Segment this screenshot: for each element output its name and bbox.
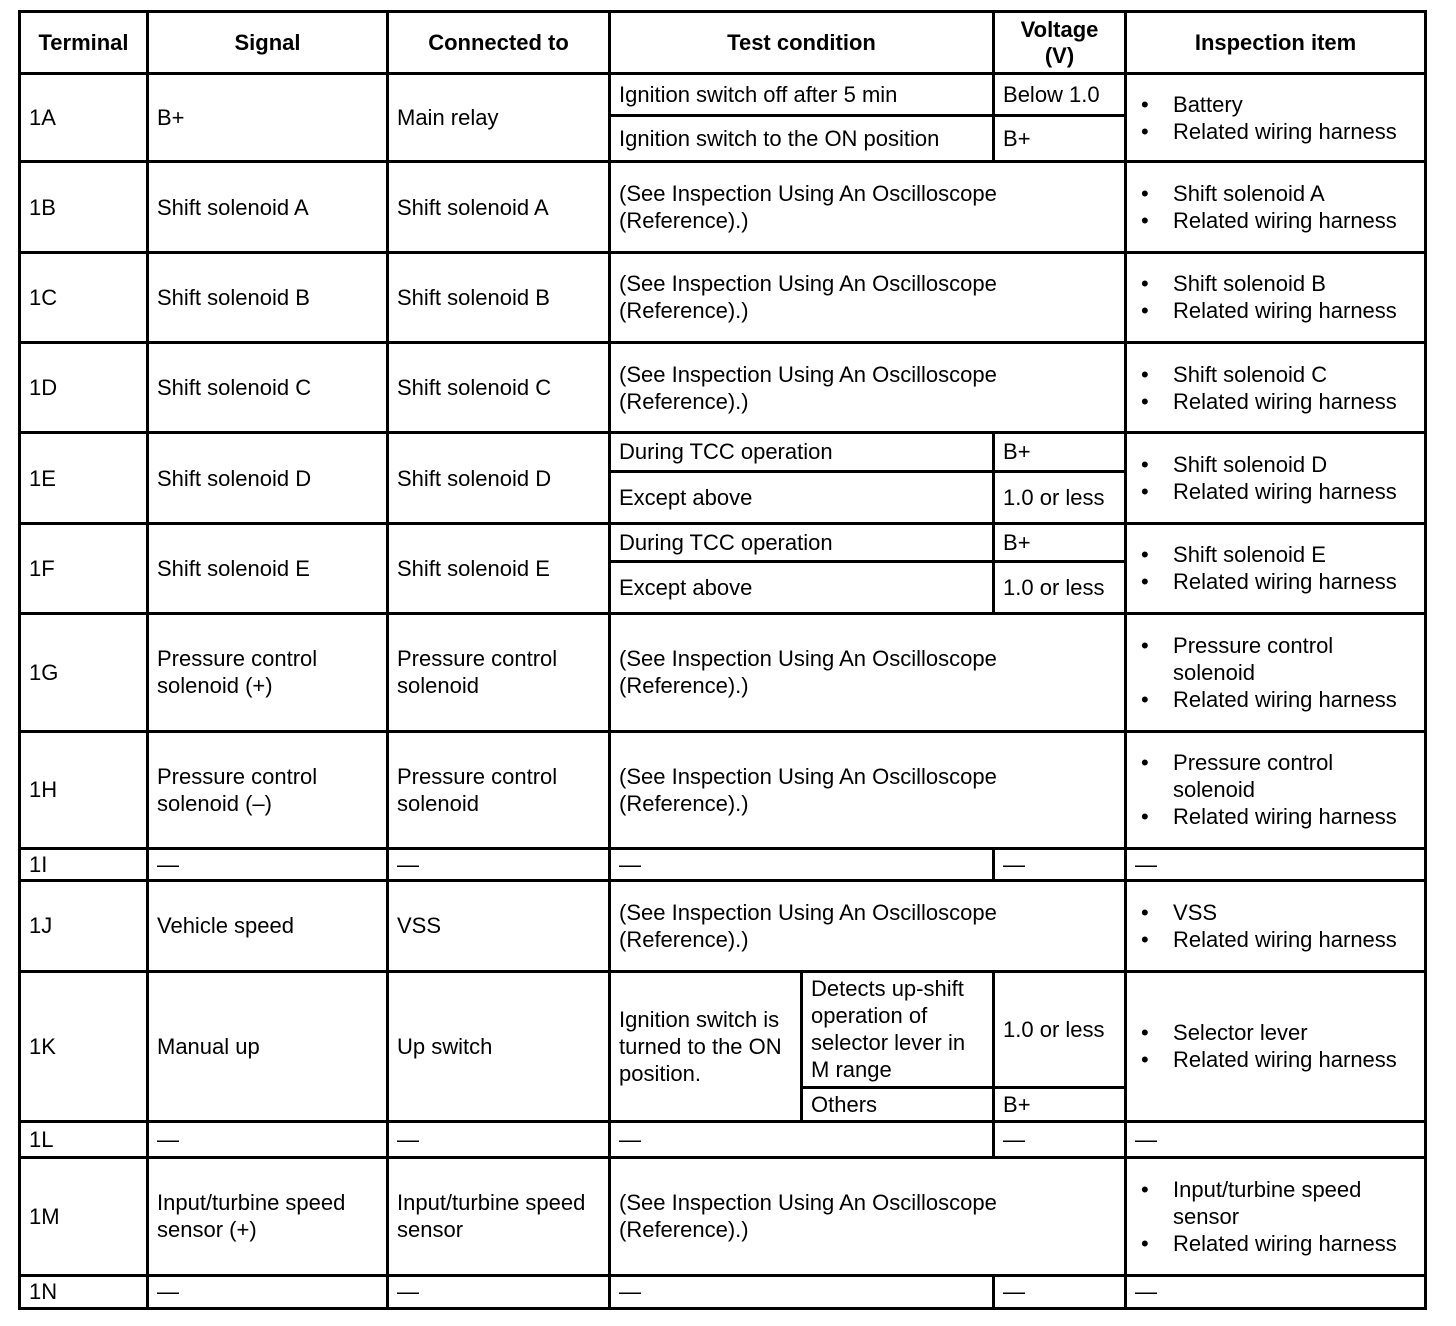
dash-cell: — [1126,1275,1426,1308]
list-item: • Related wiring harness [1135,207,1416,234]
signal-cell: Input/turbine speed sensor (+) [148,1158,388,1275]
list-item: • Shift solenoid C [1135,361,1416,388]
condition-cell: Detects up-shift operation of selector lever in M range [802,971,994,1087]
table-row [20,614,1426,731]
table-row [20,971,1426,1087]
inspection-list [1135,1019,1416,1073]
list-item: • Related wiring harness [1135,297,1416,324]
voltage-cell: B+ [994,116,1126,162]
dash-cell: — [994,849,1126,881]
terminal-cell: 1N [20,1275,148,1308]
signal-cell: B+ [148,74,388,162]
voltage-cell: 1.0 or less [994,971,1126,1087]
connected-to-cell: Input/turbine speed sensor [388,1158,610,1275]
list-item: • Input/turbine speed sensor [1135,1176,1416,1230]
table-row [20,849,1426,881]
header-connected-to: Connected to [388,12,610,74]
inspection-list [1135,632,1416,713]
list-item: • Related wiring harness [1135,478,1416,505]
reference-cell: (See Inspection Using An Oscilloscope (Reference).) [610,162,1126,252]
inspection-list [1135,91,1416,145]
connected-to-cell: Shift solenoid D [388,433,610,523]
dash-cell: — [610,1122,994,1158]
table-row [20,881,1426,971]
terminal-cell: 1D [20,343,148,433]
inspection-cell [1126,971,1426,1122]
list-item: • Related wiring harness [1135,1230,1416,1257]
reference-cell: (See Inspection Using An Oscilloscope (Reference).) [610,343,1126,433]
list-item: • Shift solenoid B [1135,270,1416,297]
reference-cell: (See Inspection Using An Oscilloscope (Reference).) [610,881,1126,971]
list-item: • Related wiring harness [1135,1046,1416,1073]
header-terminal: Terminal [20,12,148,74]
dash-cell: — [148,1122,388,1158]
dash-cell: — [148,1275,388,1308]
inspection-cell [1126,433,1426,523]
table-row [20,343,1426,433]
signal-cell: Pressure control solenoid (+) [148,614,388,731]
condition-cell: During TCC operation [610,523,994,561]
inspection-cell [1126,74,1426,162]
voltage-cell: B+ [994,433,1126,471]
terminal-cell: 1L [20,1122,148,1158]
terminal-cell: 1B [20,162,148,252]
reference-cell: (See Inspection Using An Oscilloscope (Reference).) [610,1158,1126,1275]
condition-cell: Others [802,1087,994,1121]
dash-cell: — [388,849,610,881]
table-row [20,252,1426,342]
inspection-cell [1126,614,1426,731]
dash-cell: — [388,1122,610,1158]
inspection-list [1135,270,1416,324]
reference-cell: (See Inspection Using An Oscilloscope (Reference).) [610,252,1126,342]
list-item: • Battery [1135,91,1416,118]
list-item: • Pressure control solenoid [1135,632,1416,686]
dash-cell: — [610,1275,994,1308]
list-item: • VSS [1135,899,1416,926]
list-item: • Pressure control solenoid [1135,749,1416,803]
list-item: • Related wiring harness [1135,388,1416,415]
inspection-list [1135,899,1416,953]
inspection-cell [1126,252,1426,342]
voltage-cell: 1.0 or less [994,561,1126,613]
table-row [20,1158,1426,1275]
terminal-cell: 1H [20,731,148,848]
inspection-cell [1126,1158,1426,1275]
condition-cell: Ignition switch off after 5 min [610,74,994,116]
signal-cell: Shift solenoid A [148,162,388,252]
terminal-cell: 1K [20,971,148,1122]
list-item: • Shift solenoid D [1135,451,1416,478]
header-inspection-item: Inspection item [1126,12,1426,74]
condition-cell: Except above [610,561,994,613]
inspection-list [1135,180,1416,234]
connected-to-cell: VSS [388,881,610,971]
condition-cell: Ignition switch to the ON position [610,116,994,162]
terminal-cell: 1M [20,1158,148,1275]
list-item: • Related wiring harness [1135,686,1416,713]
connected-to-cell: Shift solenoid C [388,343,610,433]
inspection-list [1135,749,1416,830]
signal-cell: Shift solenoid E [148,523,388,613]
list-item: • Related wiring harness [1135,926,1416,953]
dash-cell: — [994,1122,1126,1158]
inspection-cell [1126,523,1426,613]
inspection-cell [1126,881,1426,971]
table-row [20,433,1426,471]
terminal-cell: 1A [20,74,148,162]
reference-cell: (See Inspection Using An Oscilloscope (Reference).) [610,614,1126,731]
connected-to-cell: Shift solenoid B [388,252,610,342]
main-condition-cell: Ignition switch is turned to the ON position. [610,971,802,1122]
header-test-condition: Test condition [610,12,994,74]
terminal-cell: 1G [20,614,148,731]
reference-cell: (See Inspection Using An Oscilloscope (Reference).) [610,731,1126,848]
signal-cell: Shift solenoid B [148,252,388,342]
connected-to-cell: Pressure control solenoid [388,731,610,848]
header-row [20,12,1426,74]
list-item: • Related wiring harness [1135,118,1416,145]
voltage-cell: 1.0 or less [994,471,1126,523]
terminal-voltage-table [18,10,1427,1310]
list-item: • Shift solenoid E [1135,541,1416,568]
dash-cell: — [610,849,994,881]
voltage-cell: Below 1.0 [994,74,1126,116]
inspection-cell [1126,162,1426,252]
dash-cell: — [148,849,388,881]
list-item: • Related wiring harness [1135,803,1416,830]
signal-cell: Manual up [148,971,388,1122]
inspection-list [1135,1176,1416,1257]
header-voltage: Voltage (V) [994,12,1126,74]
table-row [20,1275,1426,1308]
condition-cell: During TCC operation [610,433,994,471]
connected-to-cell: Shift solenoid A [388,162,610,252]
table-row [20,162,1426,252]
signal-cell: Vehicle speed [148,881,388,971]
header-signal: Signal [148,12,388,74]
list-item: • Shift solenoid A [1135,180,1416,207]
table-row [20,731,1426,848]
connected-to-cell: Main relay [388,74,610,162]
table-row [20,74,1426,116]
dash-cell: — [1126,1122,1426,1158]
inspection-cell [1126,731,1426,848]
dash-cell: — [994,1275,1126,1308]
terminal-cell: 1C [20,252,148,342]
inspection-cell [1126,343,1426,433]
connected-to-cell: Up switch [388,971,610,1122]
signal-cell: Shift solenoid D [148,433,388,523]
terminal-cell: 1E [20,433,148,523]
signal-cell: Shift solenoid C [148,343,388,433]
condition-cell: Except above [610,471,994,523]
table-row [20,523,1426,561]
voltage-cell: B+ [994,523,1126,561]
signal-cell: Pressure control solenoid (–) [148,731,388,848]
inspection-list [1135,541,1416,595]
table-row [20,1122,1426,1158]
connected-to-cell: Pressure control solenoid [388,614,610,731]
connected-to-cell: Shift solenoid E [388,523,610,613]
dash-cell: — [1126,849,1426,881]
list-item: • Related wiring harness [1135,568,1416,595]
inspection-list [1135,451,1416,505]
terminal-cell: 1I [20,849,148,881]
inspection-list [1135,361,1416,415]
voltage-cell: B+ [994,1087,1126,1121]
list-item: • Selector lever [1135,1019,1416,1046]
terminal-cell: 1F [20,523,148,613]
dash-cell: — [388,1275,610,1308]
terminal-cell: 1J [20,881,148,971]
